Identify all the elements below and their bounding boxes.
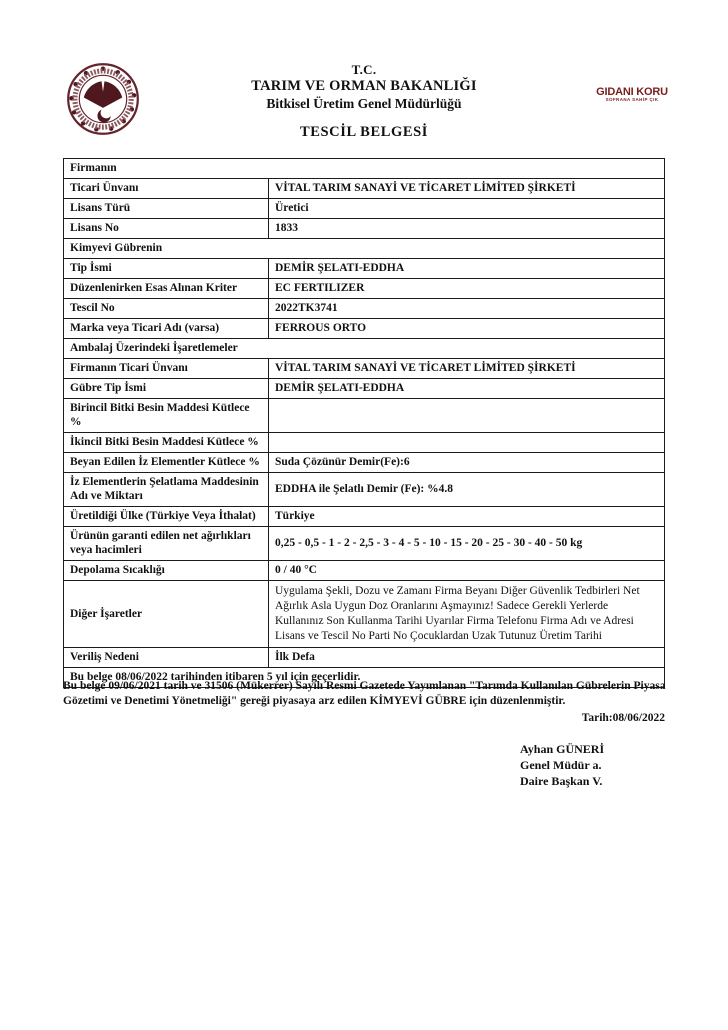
table-section-row (64, 239, 665, 259)
row-label: Veriliş Nedeni (64, 648, 269, 668)
document-title: TESCİL BELGESİ (299, 124, 429, 140)
section-header: Ambalaj Üzerindeki İşaretlemeler (64, 339, 665, 359)
row-label: Gübre Tip İsmi (64, 379, 269, 399)
table-row (64, 527, 665, 561)
table-row (64, 453, 665, 473)
table-row (64, 199, 665, 219)
row-label: Birincil Bitki Besin Maddesi Kütlece % (64, 399, 269, 433)
table-section-row (64, 159, 665, 179)
campaign-main-text: GIDANI KORU (596, 86, 668, 98)
signatory-title-1: Genel Müdür a. (520, 757, 602, 772)
ministry-seal-icon (66, 62, 140, 136)
row-value: DEMİR ŞELATI-EDDHA (269, 379, 665, 399)
row-label: Tip İsmi (64, 259, 269, 279)
ministry-name: TARIM VE ORMAN BAKANLIĞI (251, 77, 477, 94)
row-value: DEMİR ŞELATI-EDDHA (269, 259, 665, 279)
gidani-koru-logo (592, 86, 672, 103)
signatory-title-2: Daire Başkan V. (520, 773, 603, 788)
row-label: Üretildiği Ülke (Türkiye Veya İthalat) (64, 507, 269, 527)
row-label: Lisans Türü (64, 199, 269, 219)
campaign-sub-text: SOFRANA SAHİP ÇIK (605, 97, 659, 103)
signature-block (520, 742, 604, 789)
row-value: 0,25 - 0,5 - 1 - 2 - 2,5 - 3 - 4 - 5 - 10 - 15 - 20 - 25 - 30 - 40 - 50 kg (269, 527, 665, 561)
table-row (64, 259, 665, 279)
table-row (64, 179, 665, 199)
row-label: Marka veya Ticari Adı (varsa) (64, 319, 269, 339)
issue-date: Tarih:08/06/2022 (581, 712, 665, 724)
table-row (64, 299, 665, 319)
row-value: Uygulama Şekli, Dozu ve Zamanı Firma Beyanı Diğer Güvenlik Tedbirleri Net Ağırlık Asla Uygun Doz Oranlarını Aşmayınız! Sadece Gerekli Yerlerde Kullanınız Son Kullanma Tarihi Uyarılar Firma Telefonu Firma Adı ve Adresi Lisans ve Tescil No Parti No Çocuklardan Uzak Tutunuz Üretim Tarihi (269, 581, 665, 648)
table-row (64, 561, 665, 581)
row-value: VİTAL TARIM SANAYİ VE TİCARET LİMİTED ŞİRKETİ (269, 359, 665, 379)
row-value: İlk Defa (269, 648, 665, 668)
row-label: Ürünün garanti edilen net ağırlıkları veya hacimleri (64, 527, 269, 561)
row-value: VİTAL TARIM SANAYİ VE TİCARET LİMİTED ŞİRKETİ (269, 179, 665, 199)
row-value: 2022TK3741 (269, 299, 665, 319)
section-header: Firmanın (64, 159, 665, 179)
table-row (64, 399, 665, 433)
table-row (64, 279, 665, 299)
row-label: İkincil Bitki Besin Maddesi Kütlece % (64, 433, 269, 453)
document-header (0, 60, 728, 156)
republic-label: T.C. (351, 62, 377, 77)
table-row (64, 581, 665, 648)
row-value: Üretici (269, 199, 665, 219)
row-value: Suda Çözünür Demir(Fe):6 (269, 453, 665, 473)
row-value (269, 433, 665, 453)
section-header: Kimyevi Gübrenin (64, 239, 665, 259)
row-label: İz Elementlerin Şelatlama Maddesinin Adı ve Miktarı (64, 473, 269, 507)
table-row (64, 433, 665, 453)
row-label: Tescil No (64, 299, 269, 319)
row-label: Düzenlenirken Esas Alınan Kriter (64, 279, 269, 299)
certificate-table (63, 158, 665, 688)
row-value: EDDHA ile Şelatlı Demir (Fe): %4.8 (269, 473, 665, 507)
directorate-name: Bitkisel Üretim Genel Müdürlüğü (266, 95, 462, 111)
validity-note: Bu belge 08/06/2022 tarihinden itibaren 5 yıl için geçerlidir. (64, 668, 665, 688)
table-row (64, 507, 665, 527)
row-label: Diğer İşaretler (64, 581, 269, 648)
table-row (64, 473, 665, 507)
ministry-seal-svg (66, 62, 140, 136)
row-label: Firmanın Ticari Ünvanı (64, 359, 269, 379)
table-row (64, 359, 665, 379)
row-label: Beyan Edilen İz Elementler Kütlece % (64, 453, 269, 473)
table-section-row (64, 339, 665, 359)
row-value (269, 399, 665, 433)
table-row (64, 319, 665, 339)
header-titles (164, 62, 564, 112)
row-value: 0 / 40 °C (269, 561, 665, 581)
table-row (64, 379, 665, 399)
row-label: Lisans No (64, 219, 269, 239)
row-value: Türkiye (269, 507, 665, 527)
row-value: 1833 (269, 219, 665, 239)
row-value: EC FERTILIZER (269, 279, 665, 299)
row-value: FERROUS ORTO (269, 319, 665, 339)
table-row (64, 648, 665, 668)
signatory-name: Ayhan GÜNERİ (520, 742, 605, 756)
regulation-note: Bu belge 09/06/2021 tarih ve 31506 (Mükerrer) Sayılı Resmi Gazetede Yayımlanan "Tarımda Kullanılan Gübrelerin Piyasa Gözetimi ve Denetimi Yönetmeliği" gereği piyasaya arz edilen KİMYEVİ GÜBRE için düzenlenmiştir. (63, 680, 666, 707)
table-row (64, 219, 665, 239)
row-label: Ticari Ünvanı (64, 179, 269, 199)
row-label: Depolama Sıcaklığı (64, 561, 269, 581)
